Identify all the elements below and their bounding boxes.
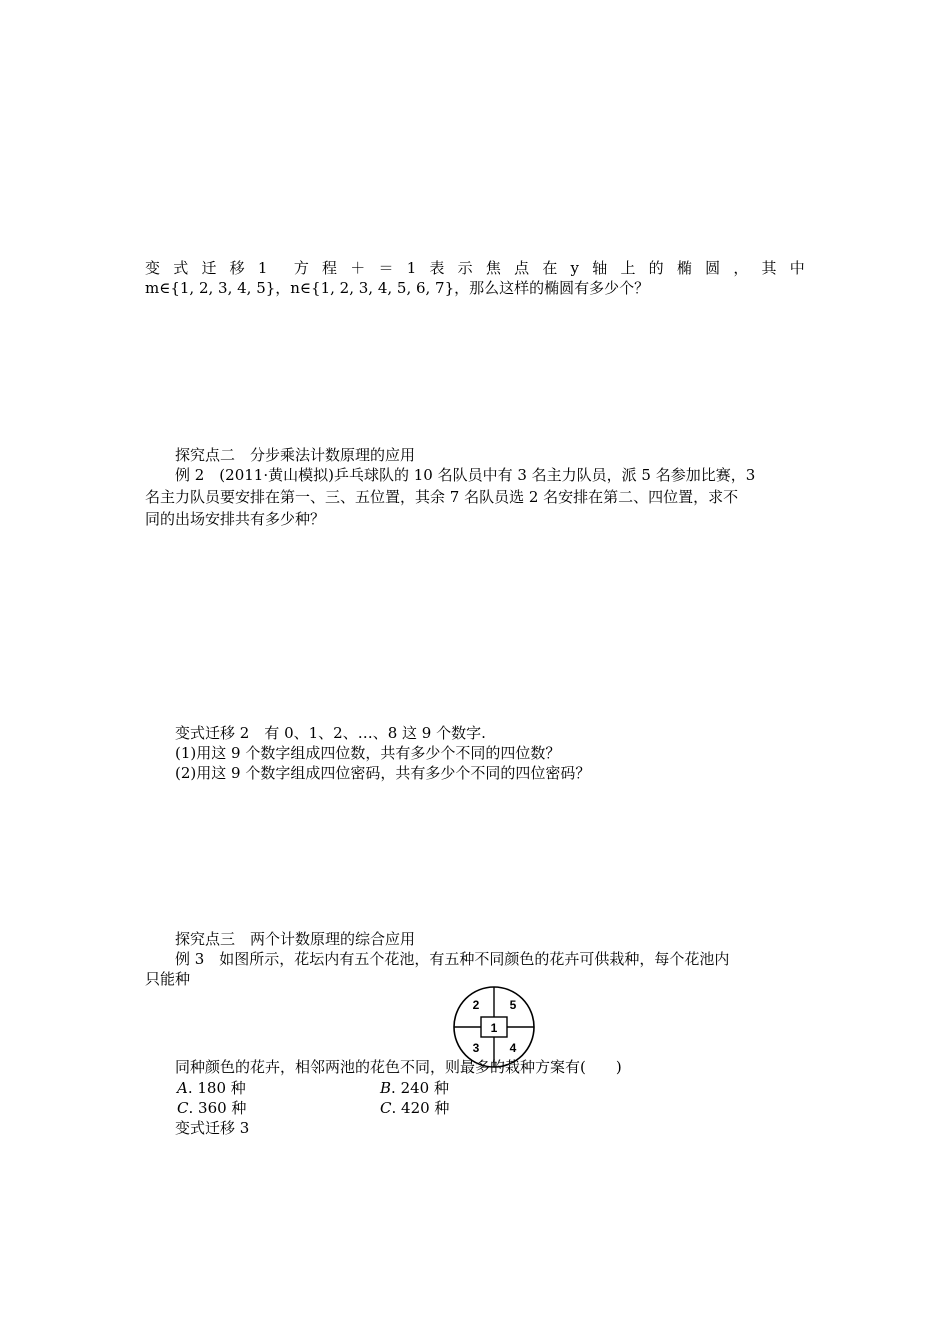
option-c: C. 360 种 [177,1099,247,1117]
v1-char: ， [733,259,749,277]
option-b: B. 240 种 [380,1079,449,1097]
v1-char: 椭 [676,259,692,277]
section2-heading: 探究点二 分步乘法计数原理的应用 [175,446,416,464]
variation2-line2: (1)用这 9 个数字组成四位数，共有多少个不同的四位数？ [175,744,561,762]
option-text: 360 种 [198,1099,247,1117]
option-letter: A [177,1079,188,1097]
option-letter: C [177,1099,189,1117]
v1-char: 程 [322,259,338,277]
option-d: C. 420 种 [380,1099,450,1117]
v1-char: 移 [229,259,245,277]
v1-char: 点 [514,259,530,277]
v1-char: 方 [293,259,309,277]
variation1-line2: m∈{1, 2, 3, 4, 5}，n∈{1, 2, 3, 4, 5, 6, 7}，那么这样的椭圆有多少个？ [145,279,650,297]
v1-char: 在 [542,259,558,277]
v1-char: 圆 [705,259,721,277]
v1-char: 迁 [201,259,217,277]
v1-char: 其 [761,259,777,277]
v1-char: 示 [457,259,473,277]
variation2-line3: (2)用这 9 个数字组成四位密码，共有多少个不同的四位密码？ [175,764,591,782]
example3-line1: 例 3 如图所示，花坛内有五个花池，有五种不同颜色的花卉可供栽种，每个花池内 [175,950,730,968]
option-text: 240 种 [400,1079,449,1097]
pool-label: 2 [472,998,480,1012]
v1-char: 1 [257,259,268,277]
v1-char: ＝ [378,259,394,277]
example2-line1: 例 2 (2011·黄山模拟)乒乓球队的 10 名队员中有 3 名主力队员，派 5 名参加比赛，3 [175,466,756,484]
option-a: A. 180 种 [177,1079,246,1097]
variation3-line1: 变式迁移 3 [175,1119,250,1137]
variation1-line1 [145,258,805,278]
example3-line3: 同种颜色的花卉，相邻两池的花色不同，则最多的栽种方案有( ) [175,1058,622,1076]
v1-char: 表 [429,259,445,277]
section3-heading: 探究点三 两个计数原理的综合应用 [175,930,416,948]
v1-char: y [570,259,580,277]
option-text: 180 种 [197,1079,246,1097]
variation2-line1: 变式迁移 2 有 0、1、2、…、8 这 9 个数字. [175,724,486,742]
v1-char: 轴 [592,259,608,277]
example3-line2: 只能种 [145,970,191,988]
v1-char: 焦 [485,259,501,277]
pool-label: 3 [472,1041,480,1055]
v1-char: 上 [620,259,636,277]
option-letter: B [380,1079,392,1097]
pool-label: 5 [509,998,517,1012]
pool-label: 4 [509,1041,517,1055]
v1-char: ＋ [350,259,366,277]
option-letter: C [380,1099,392,1117]
v1-char: 1 [406,259,417,277]
v1-char: 变 [145,259,161,277]
v1-char: 的 [648,259,664,277]
v1-char: 式 [173,259,189,277]
example2-line2: 名主力队员要安排在第一、三、五位置，其余 7 名队员选 2 名安排在第二、四位置，求不 [145,488,739,506]
option-text: 420 种 [401,1099,450,1117]
example2-line3: 同的出场安排共有多少种？ [145,510,326,528]
v1-char: 中 [789,259,805,277]
pool-label: 1 [490,1021,498,1035]
